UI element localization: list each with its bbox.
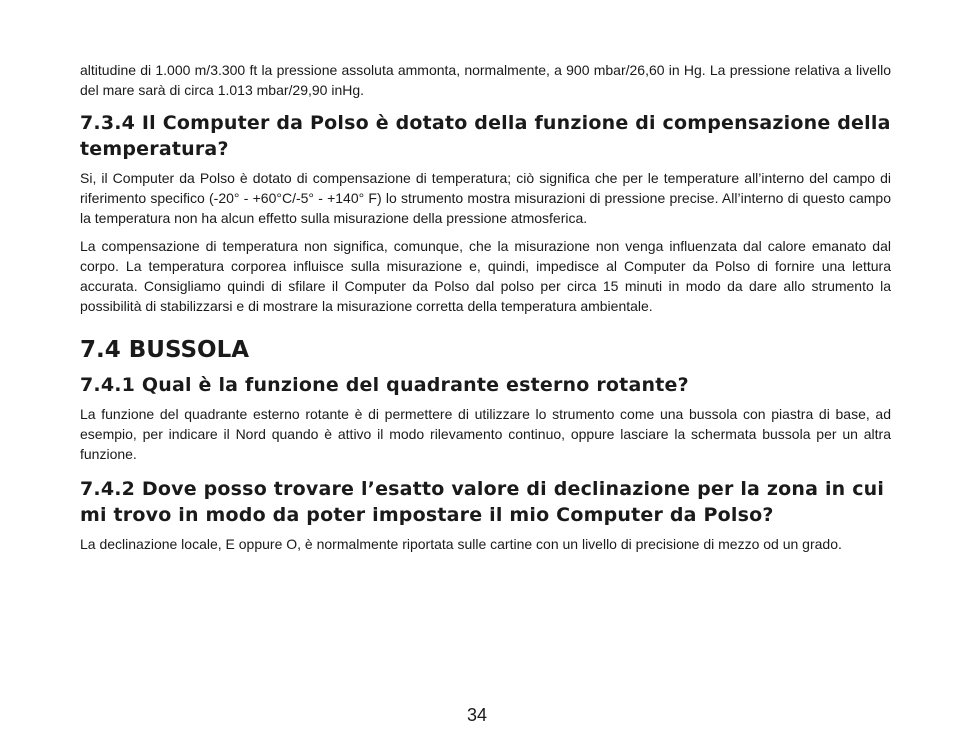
section-heading-7-4-1: 7.4.1 Qual è la funzione del quadrante esterno rotante?	[80, 374, 689, 396]
page-number: 34	[466, 705, 488, 725]
chapter-title: 7.4 BUSSOLA	[80, 337, 250, 363]
section-heading-7-4-2: 7.4.2 Dove posso trovare l’esatto valore di declinazione per la zona in cui mi trovo in modo da poter impostare il mio Computer da Polso?	[80, 478, 885, 526]
paragraph-temperature-compensation: Si, il Computer da Polso è dotato di compensazione di temperatura; ciò significa che per le temperature all’interno del campo di riferimento specifico (-20° - +60°C/-5° - +140° F) lo strumento mostra misurazioni di pressione precise. All’interno di questo campo la temperatura non ha alcun effetto sulla misurazione della pressione atmosferica.	[80, 170, 891, 226]
paragraph-rotating-bezel: La funzione del quadrante esterno rotante è di permettere di utilizzare lo strumento come una bussola con piastra di base, ad esempio, per indicare il Nord quando è attivo il modo rilevamento continuo, oppure lasciare la schermata bussola per un altra funzione.	[80, 406, 891, 462]
document-page	[80, 60, 891, 554]
section-heading-7-3-4: 7.3.4 Il Computer da Polso è dotato della funzione di compensazione della temperatura?	[80, 112, 891, 160]
paragraph-body-heat: La compensazione di temperatura non significa, comunque, che la misurazione non venga influenzata dal calore emanato dal corpo. La temperatura corporea influisce sulla misurazione e, quindi, impedisce al Computer da Polso di fornire una lettura accurata. Consigliamo quindi di sfilare il Computer da Polso dal polso per circa 15 minuti in modo da dare allo strumento la possibilità di stabilizzarsi e di mostrare la misurazione corretta della temperatura ambientale.	[80, 238, 891, 314]
intro-paragraph: altitudine di 1.000 m/3.300 ft la pressione assoluta ammonta, normalmente, a 900 mbar/26,60 in Hg. La pressione relativa a livello del mare sarà di circa 1.013 mbar/29,90 inHg.	[80, 62, 891, 98]
paragraph-declination: La declinazione locale, E oppure O, è normalmente riportata sulle cartine con un livello di precisione di mezzo od un grado.	[80, 536, 842, 552]
